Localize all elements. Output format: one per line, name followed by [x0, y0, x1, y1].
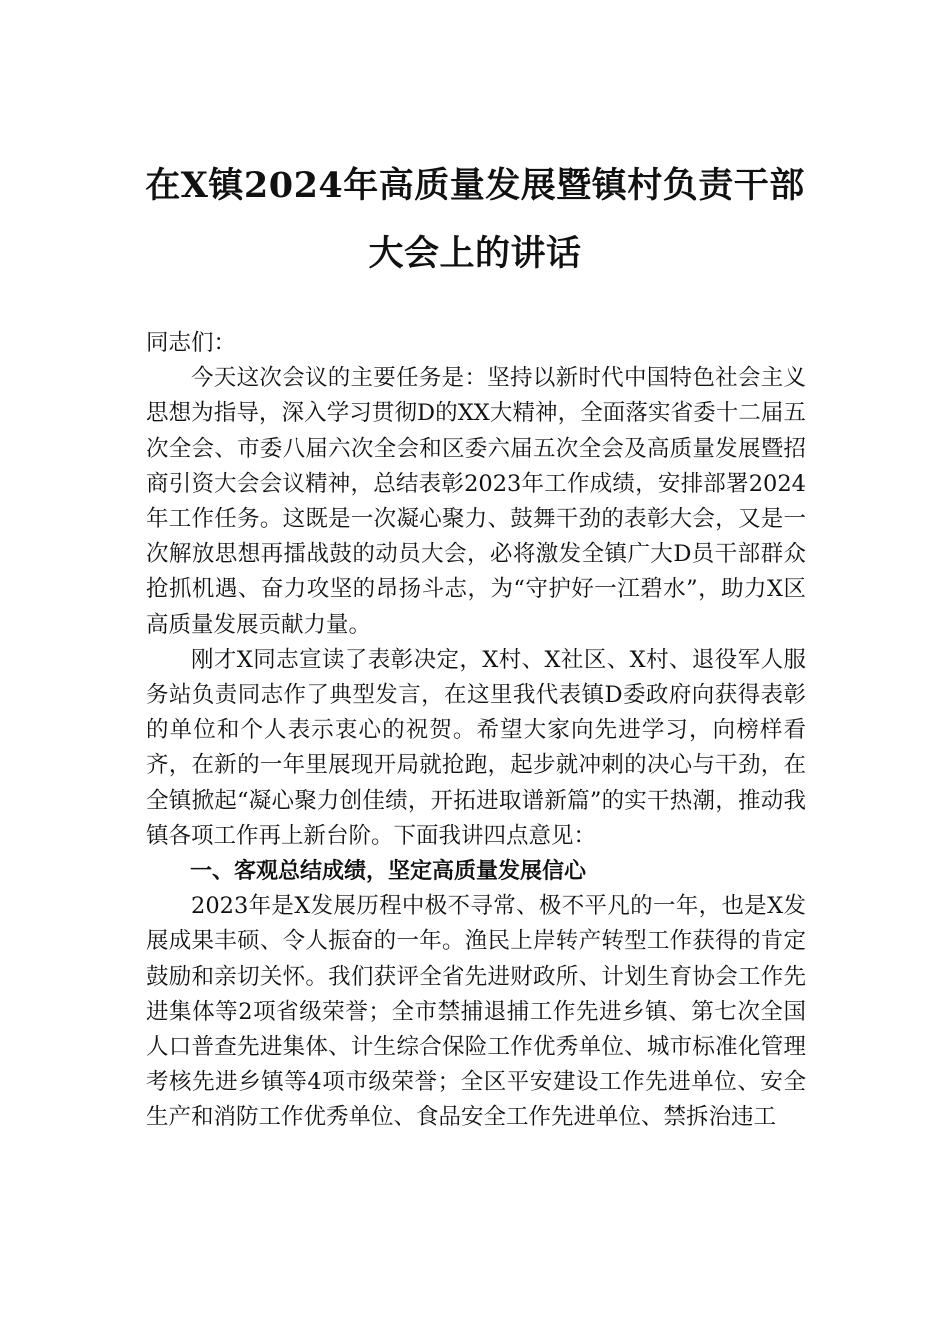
document-body	[146, 326, 806, 1136]
title-line-1: 在X镇2024年高质量发展暨镇村负责干部	[145, 165, 805, 206]
paragraph-3: 2023年是X发展历程中极不寻常、极不平凡的一年，也是X发展成果丰硕、令人振奋的一年。渔民上岸转产转型工作获得的肯定鼓励和亲切关怀。我们获评全省先进财政所、计划生育协会工作先进集体等2项省级荣誉；全市禁捕退捕工作先进乡镇、第七次全国人口普查先进集体、计生综合保险工作优秀单位、城市标准化管理考核先进乡镇等4项市级荣誉；全区平安建设工作先进单位、安全生产和消防工作优秀单位、食品安全工作先进单位、禁拆治违工	[146, 893, 806, 1131]
salutation: 同志们：	[146, 330, 237, 356]
title-line-2: 大会上的讲话	[368, 233, 582, 274]
paragraph-1: 今天这次会议的主要任务是：坚持以新时代中国特色社会主义思想为指导，深入学习贯彻D的XX大精神，全面落实省委十二届五次全会、市委八届六次全会和区委六届五次全会及高质量发展暨招商引资大会会议精神，总结表彰2023年工作成绩，安排部署2024年工作任务。这既是一次凝心聚力、鼓舞干劲的表彰大会，又是一次解放思想再擂战鼓的动员大会，必将激发全镇广大D员干部群众抢抓机遇、奋力攻坚的昂扬斗志，为“守护好一江碧水”，助力X区高质量发展贡献力量。	[146, 365, 806, 638]
paragraph-2: 刚才X同志宣读了表彰决定，X村、X社区、X村、退役军人服务站负责同志作了典型发言，在这里我代表镇D委政府向获得表彰的单位和个人表示衷心的祝贺。希望大家向先进学习，向榜样看齐，在新的一年里展现开局就抢跑，起步就冲刺的决心与干劲，在全镇掀起“凝心聚力创佳绩，开拓进取谱新篇”的实干热潮，推动我镇各项工作再上新台阶。下面我讲四点意见：	[146, 646, 806, 849]
section-heading-1: 一、客观总结成绩，坚定高质量发展信心	[190, 859, 587, 885]
document-title	[120, 152, 830, 288]
